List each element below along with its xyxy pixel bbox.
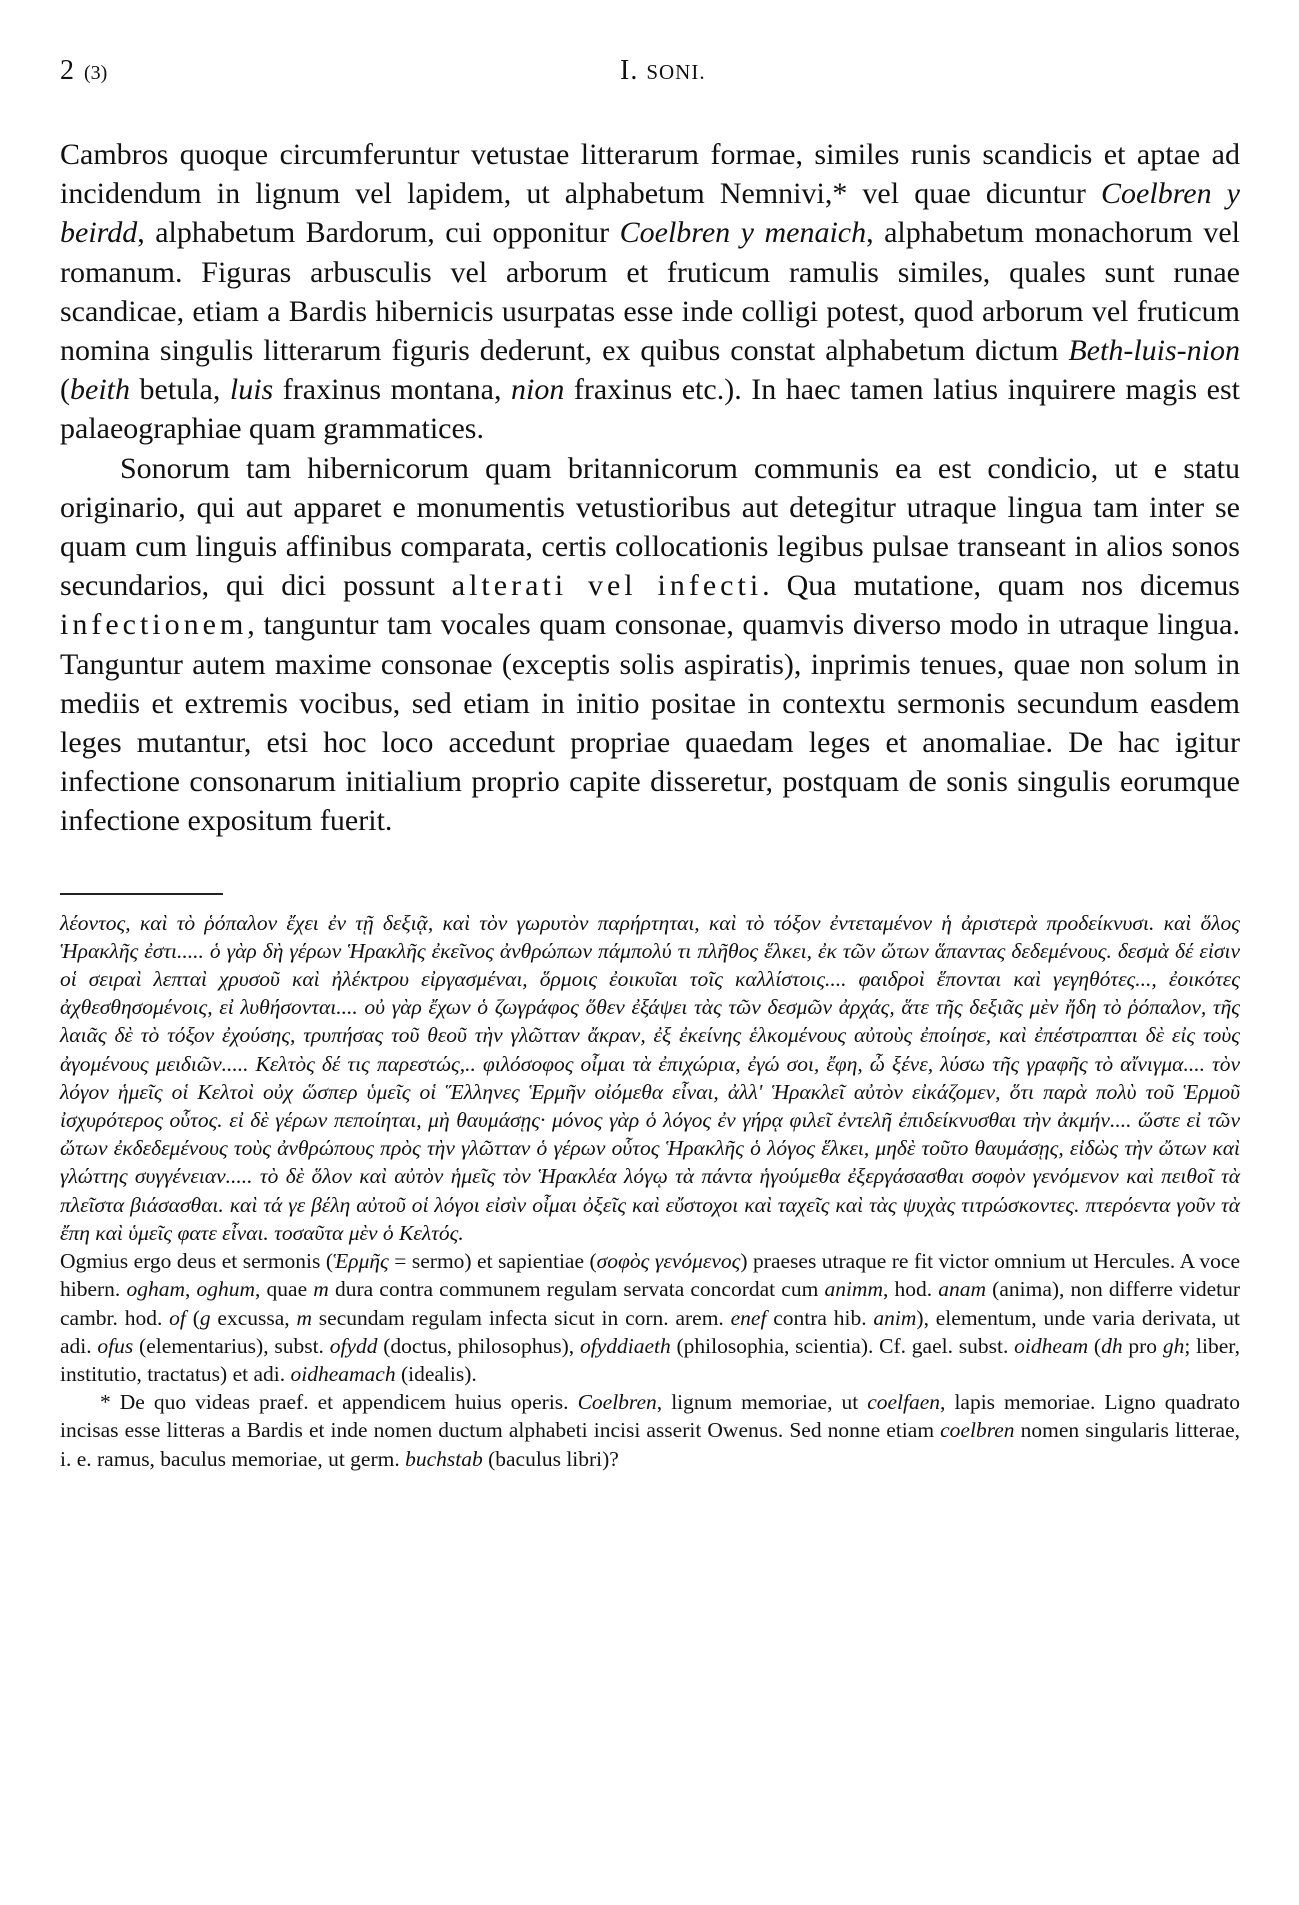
page-number: 2 (3) [60, 55, 108, 86]
page [60, 55, 1240, 1473]
footnotes [60, 909, 1240, 1473]
paragraph-1: Cambros quoque circumferuntur vetustae litterarum formae, similes runis scandicis et aptae ad incidendum in lignum vel lapidem, ut alphabetum Nemnivi,* vel quae dicuntur Coelbren y beirdd, alphabetum Bardorum, cui opponitur Coelbren y menaich, alphabetum monachorum vel romanum. Figuras arbusculis vel arborum et fruticum ramulis similes, quales sunt runae scandicae, etiam a Bardis hibernicis usurpatas esse inde colligi potest, quod arborum vel fruticum nomina singulis litterarum figuris dederunt, ex quibus constat alphabetum dictum Beth-luis-nion (beith betula, luis fraxinus montana, nion fraxinus etc.). In haec tamen latius inquirere magis est palaeographiae quam grammatices. [60, 138, 1240, 446]
running-header [60, 55, 1240, 95]
original-page-number: (3) [84, 62, 108, 84]
paragraph-2: Sonorum tam hibernicorum quam britannicorum communis ea est condicio, ut e statu originario, qui aut apparet e monumentis vetustioribus aut detegitur utraque lingua tam inter se quam cum linguis affinibus comparata, certis collocationis legibus pulsae transeant in alios sonos secundarios, qui dici possunt alterati vel infecti. Qua mutatione, quam nos dicemus infectionem, tanguntur tam vocales quam consonae, quamvis diverso modo in utraque lingua. Tanguntur autem maxime consonae (exceptis solis aspiratis), inprimis tenues, quae non solum in mediis et extremis vocibus, sed etiam in initio positae in contextu sermonis secundum easdem leges mutantur, etsi hoc loco accedunt propriae quaedam leges et anomaliae. De hac igitur infectione consonarum initialium proprio capite disseretur, postquam de sonis singulis eorumque infectione expositum fuerit. [60, 451, 1240, 838]
running-title: I. SONI. [620, 55, 706, 86]
main-text [60, 135, 1240, 841]
footnote-rule [60, 893, 223, 895]
greek-quotation: λέοντος, καὶ τὸ ῥόπαλον ἔχει ἐν τῇ δεξιᾷ, καὶ τὸν γωρυτὸν παρήρτηται, καὶ τὸ τόξον ἐντεταμένον ἡ ἀριστερὰ προδείκνυσι. καὶ ὅλος Ἡρακλῆς ἐστι..... ὁ γὰρ δὴ γέρων Ἡρακλῆς ἐκεῖνος ἀνθρώπων πάμπολύ τι πλῆθος ἕλκει, ἐκ τῶν ὤτων ἅπαντας δεδεμένους. δεσμὰ δέ εἰσιν οἱ σειραὶ λεπταὶ χρυσοῦ καὶ ἠλέκτρου εἰργασμέναι, ὅρμοις ἐοικυῖαι τοῖς καλλίστοις.... φαιδροὶ ἕπονται καὶ γεγηθότες..., ἐοικότες ἀχθεσθησομένοις, εἰ λυθήσονται.... οὐ γὰρ ἔχων ὁ ζωγράφος ὅθεν ἐξάψει τὰς τῶν δεσμῶν ἀρχάς, ἅτε τῆς δεξιᾶς μὲν ἤδη τὸ ῥόπαλον, τῆς λαιᾶς δὲ τὸ τόξον ἐχούσης, τρυπήσας τοῦ θεοῦ τὴν γλῶτταν ἄκραν, ἐξ ἐκείνης ἑλκομένους αὐτοὺς ἐποίησε, καὶ ἐπέστραπται δὲ εἰς τοὺς ἀγομένους μειδιῶν..... Κελτὸς δέ τις παρεστώς,.. φιλόσοφος οἶμαι τὰ ἐπιχώρια, ἐγώ σοι, ἔφη, ὦ ξένε, λύσω τῆς γραφῆς τὸ αἴνιγμα.... τὸν λόγον ἡμεῖς οἱ Κελτοὶ οὐχ ὥσπερ ὑμεῖς οἱ Ἕλληνες Ἑρμῆν οἰόμεθα εἶναι, ἀλλ' Ἡρακλεῖ αὐτὸν εἰκάζομεν, ὅτι παρὰ πολὺ τοῦ Ἑρμοῦ ἰσχυρότερος οὗτος. εἰ δὲ γέρων πεποίηται, μὴ θαυμάσῃς· μόνος γὰρ ὁ λόγος ἐν γήρᾳ φιλεῖ ἐντελῆ ἐπιδείκνυσθαι τὴν ἀκμήν.... ὥστε εἰ τῶν ὤτων ἐκδεδεμένους τοὺς ἀνθρώπους πρὸς τὴν γλῶτταν ὁ γέρων οὗτος Ἡρακλῆς ὁ λόγος ἕλκει, μηδὲ τοῦτο θαυμάσῃς, εἰδὼς τὴν ὤτων καὶ γλώττης συγγένειαν..... τὸ δὲ ὅλον καὶ αὐτὸν ἡμεῖς τὸν Ἡρακλέα λόγῳ τὰ πάντα ἡγούμεθα ἐξεργάσασθαι σοφὸν γενόμενον καὶ πειθοῖ τὰ πλεῖστα βιάσασθαι. καὶ τά γε βέλη αὐτοῦ οἱ λόγοι εἰσὶν οἶμαι ὀξεῖς καὶ εὔστοχοι καὶ ταχεῖς καὶ τὰς ψυχὰς τιτρώσκοντες. πτερόεντα γοῦν τὰ ἔπη καὶ ὑμεῖς φατε εἶναι. τοσαῦτα μὲν ὁ Κελτός. [60, 910, 1240, 1245]
footnote-star: * De quo videas praef. et appendicem huius operis. Coelbren, lignum memoriae, ut coelfaen, lapis memoriae. Ligno quadrato incisas esse litteras a Bardis et inde nomen ductum alphabeti incisi asserit Owenus. Sed nonne etiam coelbren nomen singularis litterae, i. e. ramus, baculus memoriae, ut germ. buchstab (baculus libri)? [60, 1390, 1241, 1471]
latin-commentary: Ogmius ergo deus et sermonis (Ἑρμῆς = sermo) et sapientiae (σοφὸς γενόμενος) praeses utraque re fit victor omnium ut Hercules. A voce hibern. ogham, oghum, quae m dura contra communem regulam servata concordat cum animm, hod. anam (anima), non differre videtur cambr. hod. of (g excussa, m secundam regulam infecta sicut in corn. arem. enef contra hib. anim), elementum, unde varia derivata, ut adi. ofus (elementarius), subst. ofydd (doctus, philosophus), ofyddiaeth (philosophia, scientia). Cf. gael. subst. oidheam (dh pro gh; liber, institutio, tractatus) et adi. oidheamach (idealis). [60, 1249, 1241, 1386]
